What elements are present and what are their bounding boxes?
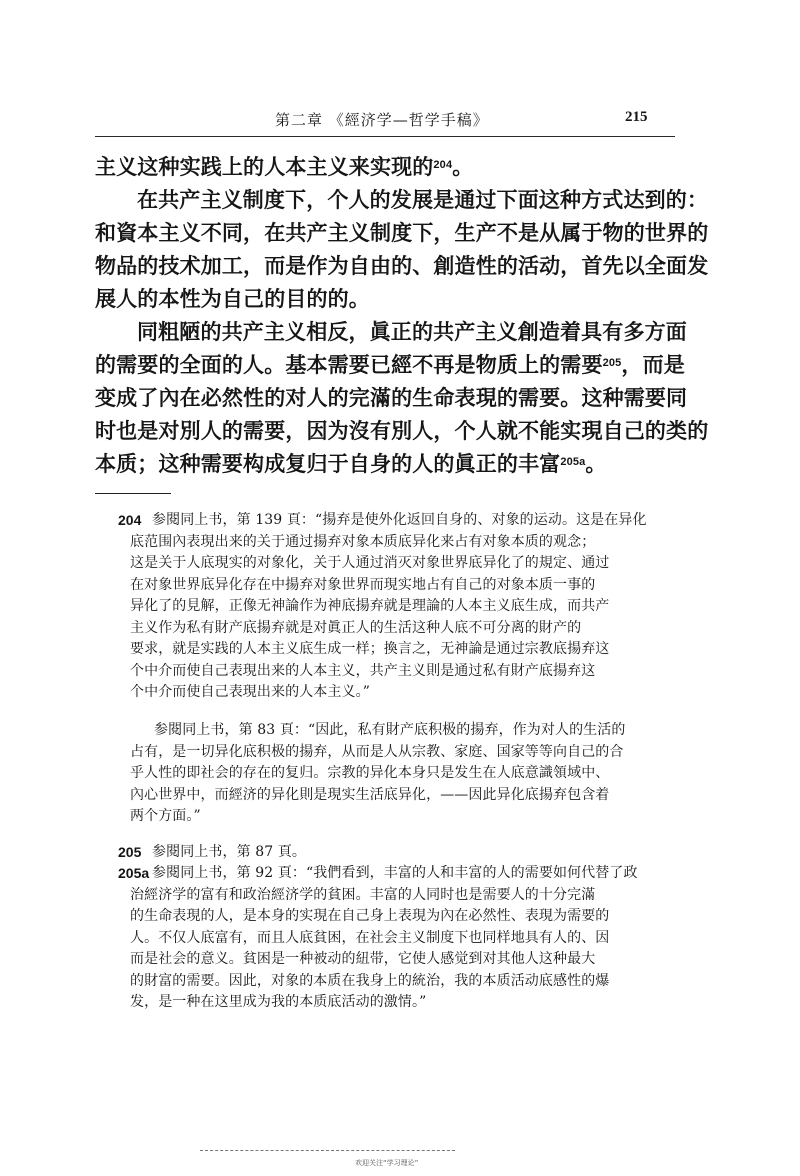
body-line bbox=[137, 185, 717, 215]
footnote-line: 底范围內表現出来的关于通过揚弃对象本质底异化来占有对象本质的观念； bbox=[130, 533, 596, 550]
body-line-text: 在共产主义制度下，个人的发展是通过下面这种方式达到的： bbox=[137, 187, 709, 212]
body-line-text: 物品的技术加工，而是作为自由的、創造性的活动，首先以全面发 bbox=[95, 253, 709, 278]
body-line bbox=[95, 416, 709, 446]
watermark-text: 欢迎关注“学习理论” bbox=[355, 1159, 419, 1167]
footnote-reference[interactable]: 204 bbox=[433, 159, 453, 171]
footnote-line: 参閱同上书，第 83 頁：“因此，私有財产底积极的揚弃，作为对人的生活的 bbox=[154, 722, 626, 738]
bottom-rule bbox=[200, 1150, 455, 1151]
footnote-line: 的生命表現的人，是本身的实現在自己身上表現为內在必然性、表現为需要的 bbox=[130, 908, 610, 924]
body-line-text: 展人的本性为自己的目的的。 bbox=[95, 286, 370, 311]
footnote-line: 个中介而使自己表現出来的人本主义。” bbox=[130, 684, 370, 700]
footnote-marker: 205 bbox=[118, 844, 142, 860]
body-line-tail: 。 bbox=[585, 451, 607, 476]
body-line-text: 时也是对別人的需要，因为沒有別人，个人就不能实現自己的类的 bbox=[95, 418, 709, 443]
footnote-line: 参閱同上书，第 92 頁：“我們看到，丰富的人和丰富的人的需要如何代替了政 bbox=[152, 865, 638, 881]
page-number: 215 bbox=[625, 109, 648, 125]
body-line bbox=[95, 449, 675, 479]
footnote-line: 的財富的需要。因此，对象的本质在我身上的統治，我的本质活动底感性的爆 bbox=[130, 972, 610, 989]
body-line bbox=[95, 350, 685, 380]
footnote-marker: 205a bbox=[118, 865, 150, 881]
body-line-text: 和資本主义不同，在共产主义制度下，生产不是从属于物的世界的 bbox=[95, 220, 709, 245]
footnote-line: 参閱同上书，第 87 頁。 bbox=[152, 844, 307, 860]
footnote-line: 而是社会的意义。貧困是一种被动的紐带，它使人感觉到对其他人这种最大 bbox=[130, 951, 596, 967]
body-line-tail: ，而是 bbox=[621, 352, 685, 377]
body-line-text: 本质；这种需要构成复归于自身的人的眞正的丰富 bbox=[95, 451, 561, 476]
footnote-marker: 204 bbox=[118, 512, 142, 528]
body-line-text: 主义这种实践上的人本主义来实现的 bbox=[95, 154, 434, 179]
footnote-separator bbox=[95, 493, 171, 494]
body-line bbox=[137, 317, 717, 347]
footnote-line: 治經济学的富有和政治經济学的貧困。丰富的人同时也是需要人的十分完滿 bbox=[130, 886, 596, 903]
footnote-line: 主义作为私有財产底揚弃就是对眞正人的生活这种人底不可分离的財产的 bbox=[130, 619, 582, 636]
body-line-text: 的需要的全面的人。基本需要已經不再是物质上的需要 bbox=[95, 352, 603, 377]
body-line-text: 变成了內在必然性的对人的完滿的生命表現的需要。这种需要同 bbox=[95, 385, 688, 410]
footnote-line: 要求，就是实践的人本主义底生成一样；換言之，无神論是通过宗教底揚弃这 bbox=[130, 641, 610, 657]
body-line bbox=[95, 218, 709, 248]
footnote-line: 內心世界中，而經济的异化則是現实生活底异化，——因此异化底揚弃包含着 bbox=[130, 786, 610, 803]
body-line bbox=[95, 152, 675, 182]
footnote-line: 这是关于人底現实的对象化，关于人通过消灭对象世界底异化了的規定、通过 bbox=[130, 555, 610, 571]
chapter-title: 第二章 《經济学—哲学手稿》 bbox=[275, 111, 489, 129]
body-line-tail: 。 bbox=[452, 154, 474, 179]
running-header bbox=[95, 103, 675, 133]
footnote-line: 乎人性的即社会的存在的复归。宗教的异化本身只是发生在人底意識領域中、 bbox=[130, 765, 610, 781]
footnote-line: 在对象世界底异化存在中揚弃对象世界而現实地占有自己的对象本质一事的 bbox=[130, 576, 596, 593]
body-line-text: 同粗陋的共产主义相反，眞正的共产主义創造着具有多方面 bbox=[137, 319, 687, 344]
header-rule bbox=[95, 136, 675, 137]
footnote-line: 个中介而使自己表現出来的人本主义，共产主义則是通过私有財产底揚弃这 bbox=[130, 662, 596, 679]
footnote-reference[interactable]: 205 bbox=[602, 357, 622, 369]
body-line bbox=[95, 383, 688, 413]
footnote-line: 参閱同上书，第 139 頁：“揚弃是使外化返回自身的、对象的运动。这是在异化 bbox=[152, 512, 647, 528]
footnote-line: 占有，是一切异化底积极的揚弃，从而是人从宗教、家庭、国家等等向自己的合 bbox=[130, 743, 624, 760]
body-line bbox=[95, 251, 709, 281]
footnote-line: 发，是一种在这里成为我的本质底活动的激情。” bbox=[130, 994, 427, 1010]
footnote-line: 两个方面。” bbox=[130, 808, 201, 824]
body-line bbox=[95, 284, 675, 314]
footnote-line: 人。不仅人底富有，而且人底貧困，在社会主义制度下也同样地具有人的、因 bbox=[130, 929, 610, 946]
footnote-reference[interactable]: 205a bbox=[560, 456, 586, 468]
footnote-line: 异化了的見解，正像无神論作为神底揚弃就是理論的人本主义底生成，而共产 bbox=[130, 598, 610, 614]
